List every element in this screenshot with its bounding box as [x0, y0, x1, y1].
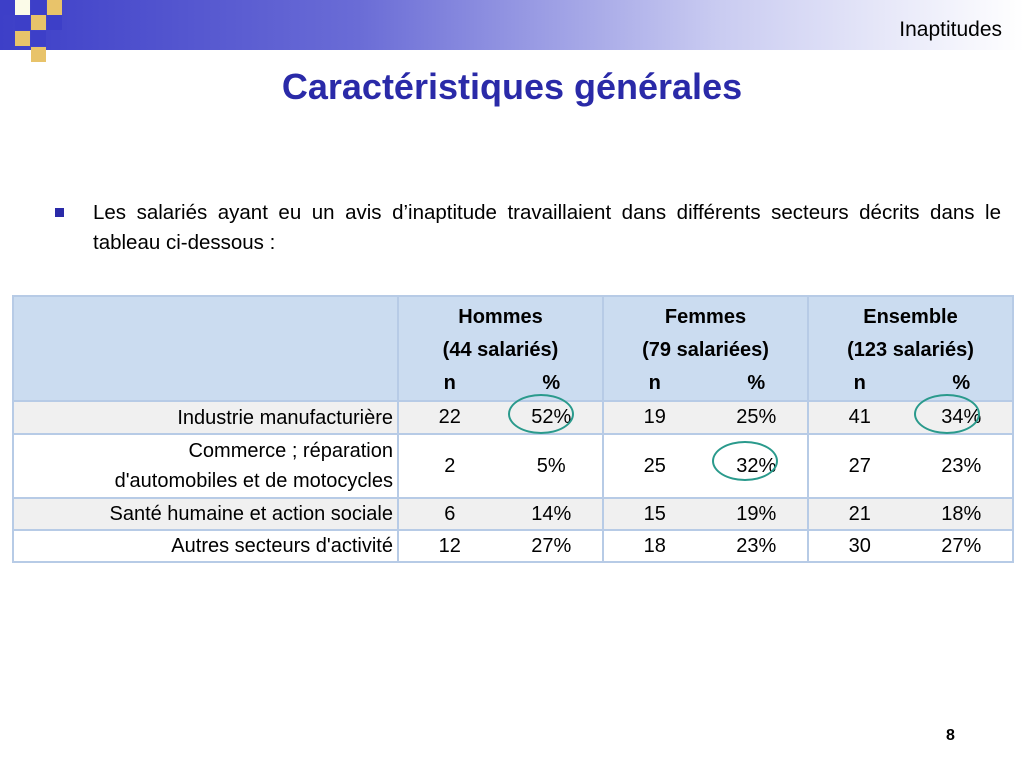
highlight-circle: [914, 394, 980, 434]
n-column-label: n: [853, 372, 866, 394]
highlight-circle: [712, 441, 778, 481]
pct-value: 32%: [736, 454, 777, 477]
decorative-square: [0, 0, 15, 15]
header-band: [0, 0, 1024, 50]
group-cell: [398, 434, 603, 498]
pct-value: 34%: [941, 406, 982, 428]
section-title: Inaptitudes: [899, 18, 1002, 41]
header-group: [808, 296, 1013, 401]
pct-value: 19%: [736, 502, 777, 525]
n-value: 6: [444, 502, 456, 525]
decorative-square: [15, 0, 30, 15]
row-label: [13, 530, 398, 562]
group-count: (79 salariées): [642, 339, 769, 361]
pct-value: 52%: [531, 406, 572, 428]
decorative-square: [15, 31, 30, 46]
page-title: Caractéristiques générales: [281, 66, 743, 107]
group-name: Hommes: [458, 306, 543, 328]
group-cell: [808, 530, 1013, 562]
n-value: 41: [848, 406, 871, 428]
pct-value: 23%: [736, 534, 777, 557]
bullet-item: [55, 198, 1001, 258]
n-value: 15: [643, 502, 666, 525]
n-value: 22: [438, 406, 461, 428]
group-cell: [398, 530, 603, 562]
data-table: [12, 295, 1014, 563]
group-cell: [603, 498, 808, 530]
n-value: 25: [643, 454, 666, 477]
decorative-square: [15, 15, 30, 30]
header-group: [603, 296, 808, 401]
row-label: [13, 434, 398, 498]
pct-column-label: %: [952, 372, 971, 394]
header-group: [398, 296, 603, 401]
n-value: 19: [643, 406, 666, 428]
pct-value: 14%: [531, 502, 572, 525]
row-label-line: d'automobiles et de motocycles: [114, 470, 393, 492]
pct-value: 18%: [941, 502, 982, 525]
group-cell: [603, 530, 808, 562]
pct-value: 5%: [536, 454, 566, 477]
table-row: [13, 530, 1013, 562]
row-label-line: Commerce ; réparation: [188, 440, 393, 462]
group-cell: [808, 401, 1013, 434]
decorative-square: [47, 15, 62, 30]
n-column-label: n: [443, 372, 456, 394]
row-label-line: Industrie manufacturière: [177, 406, 393, 429]
pct-value: 27%: [941, 534, 982, 557]
row-label-line: Autres secteurs d'activité: [171, 535, 393, 557]
group-cell: [603, 401, 808, 434]
bullet-text: Les salariés ayant eu un avis d’inaptitude travaillaient dans différents secteurs décrits dans le tableau ci-dessous :: [93, 201, 1001, 254]
decorative-square: [47, 0, 62, 15]
group-cell: [603, 434, 808, 498]
n-value: 18: [643, 534, 666, 557]
table-header-row: [13, 296, 1013, 401]
group-cell: [398, 498, 603, 530]
decorative-square: [31, 0, 46, 15]
table-row: [13, 498, 1013, 530]
pct-value: 27%: [531, 534, 572, 557]
n-value: 21: [848, 502, 871, 525]
n-value: 30: [848, 534, 871, 557]
pct-column-label: %: [747, 372, 766, 394]
decorative-square: [31, 47, 46, 62]
n-column-label: n: [648, 372, 661, 394]
n-value: 12: [438, 534, 461, 557]
group-count: (123 salariés): [847, 339, 974, 361]
row-label: [13, 401, 398, 434]
header-corner-cell: [13, 296, 398, 401]
pct-column-label: %: [542, 372, 561, 394]
n-value: 27: [848, 454, 871, 477]
pct-value: 23%: [941, 454, 982, 477]
row-label: [13, 498, 398, 530]
highlight-circle: [508, 394, 574, 434]
row-label-line: Santé humaine et action sociale: [109, 503, 393, 525]
pct-value: 25%: [736, 406, 777, 428]
group-name: Ensemble: [863, 306, 958, 328]
group-name: Femmes: [664, 306, 747, 328]
decorative-square: [31, 15, 46, 30]
table-row: [13, 434, 1013, 498]
decorative-square: [31, 31, 46, 46]
n-value: 2: [444, 454, 456, 477]
bullet-marker: [55, 208, 64, 217]
group-cell: [808, 434, 1013, 498]
group-count: (44 salariés): [442, 339, 559, 361]
group-cell: [808, 498, 1013, 530]
page-number: 8: [946, 727, 955, 744]
